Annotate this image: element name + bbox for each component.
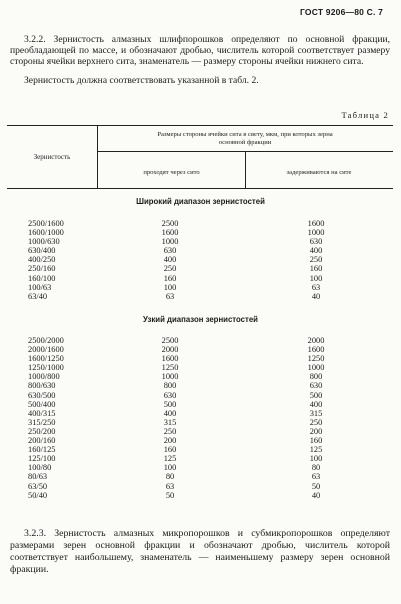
table-cell-grit: 100/80 <box>28 463 52 473</box>
table-cell-retained: 100 <box>309 273 323 283</box>
wide-grit-column <box>28 219 76 301</box>
table-cell-retained: 200 <box>309 426 323 436</box>
header-sieve-group: Размеры стороны ячейки сита в свету, мкм, при которых зерна основной фракции <box>157 131 333 146</box>
header-retained: задерживаются на сите <box>286 169 352 176</box>
table-cell-grit: 63/40 <box>28 291 48 301</box>
table-cell-passing: 160 <box>163 445 177 455</box>
table-cell-passing: 80 <box>165 472 175 482</box>
table-cell-retained: 500 <box>309 390 323 400</box>
table-cell-grit: 2500/2000 <box>28 336 64 345</box>
table-cell-grit: 1000/800 <box>28 372 60 382</box>
table-cell-passing: 100 <box>163 282 177 292</box>
table-cell-retained: 50 <box>311 481 321 491</box>
table-cell-retained: 63 <box>311 282 321 292</box>
header-subcol-rule <box>245 151 246 189</box>
table-cell-grit: 2000/1600 <box>28 345 64 355</box>
table-cell-passing: 2000 <box>161 345 179 355</box>
table-cell-passing: 400 <box>163 408 177 418</box>
narrow-passing-column <box>150 336 190 500</box>
paragraph-3-2-3: 3.2.3. Зернистость алмазных микропорошков и субмикропорошков определяют размерами зерен основной фракции и обозначают дробью, числитель которой соответствует наибольшему, знаменатель — наименьшему размеру зерен основной фракции. <box>10 528 390 575</box>
table-cell-retained: 1250 <box>307 354 325 364</box>
table-cell-passing: 630 <box>163 246 177 256</box>
table-cell-passing: 160 <box>163 273 177 283</box>
header-vertical-rule <box>97 125 98 189</box>
paragraph-3-2-2: 3.2.2. Зернистость алмазных шлифпорошков определяют по основной фракции, преобладающей по массе, и обозначают дробью, числитель которой соответствует размеру стороны ячейки верхнего сита, знаменатель — размеру стороны ячейки нижнего сита. <box>10 34 390 68</box>
section-title-narrow: Узкий диапазон зернистостей <box>143 315 258 324</box>
table-cell-grit: 100/63 <box>28 282 52 292</box>
table-cell-passing: 100 <box>163 463 177 473</box>
section-title-wide: Широкий диапазон зернистостей <box>136 197 265 206</box>
table-cell-grit: 400/250 <box>28 255 56 265</box>
table-cell-retained: 630 <box>309 381 323 391</box>
table-cell-retained: 80 <box>311 463 321 473</box>
table-cell-grit: 250/200 <box>28 426 56 436</box>
paragraph-compliance: Зернистость должна соответствовать указанной в табл. 2. <box>24 75 259 86</box>
table-cell-grit: 800/630 <box>28 381 56 391</box>
table-cell-grit: 1600/1250 <box>28 354 64 364</box>
table-cell-retained: 400 <box>309 246 323 256</box>
table-cell-passing: 1000 <box>161 237 179 247</box>
table-cell-passing: 400 <box>163 255 177 265</box>
table-cell-retained: 2000 <box>307 336 325 345</box>
narrow-grit-column <box>28 336 76 500</box>
table-cell-passing: 1600 <box>161 354 179 364</box>
table-top-rule <box>7 125 393 126</box>
table-cell-passing: 2500 <box>161 336 179 345</box>
table-cell-passing: 125 <box>163 454 177 464</box>
table-cell-retained: 125 <box>309 445 323 455</box>
table-cell-grit: 315/250 <box>28 417 56 427</box>
table-cell-passing: 250 <box>163 264 177 274</box>
table-cell-passing: 630 <box>163 390 177 400</box>
narrow-retained-column <box>296 336 336 500</box>
table-cell-passing: 200 <box>163 436 177 446</box>
table-cell-grit: 2500/1600 <box>28 219 64 228</box>
table-cell-passing: 250 <box>163 426 177 436</box>
table-cell-grit: 63/50 <box>28 481 48 491</box>
table-cell-retained: 63 <box>311 472 321 482</box>
table-label: Таблица 2 <box>341 110 389 120</box>
table-cell-grit: 1250/1000 <box>28 363 64 373</box>
table-cell-grit: 160/125 <box>28 445 56 455</box>
table-cell-retained: 400 <box>309 399 323 409</box>
table-cell-passing: 1600 <box>161 228 179 238</box>
table-cell-grit: 125/100 <box>28 454 56 464</box>
header-passing: проходят через сито <box>143 169 200 176</box>
table-cell-grit: 1000/630 <box>28 237 60 247</box>
table-cell-grit: 630/400 <box>28 246 56 256</box>
table-cell-passing: 50 <box>165 490 175 500</box>
table-cell-passing: 1250 <box>161 363 179 373</box>
table-cell-retained: 100 <box>309 454 323 464</box>
table-cell-passing: 800 <box>163 381 177 391</box>
table-cell-retained: 1000 <box>307 228 325 238</box>
standard-header: ГОСТ 9206—80 С. 7 <box>299 7 383 17</box>
table-cell-retained: 800 <box>309 372 323 382</box>
table-cell-retained: 250 <box>309 417 323 427</box>
table-cell-retained: 160 <box>309 436 323 446</box>
table-cell-retained: 1000 <box>307 363 325 373</box>
table-cell-passing: 63 <box>165 291 175 301</box>
table-cell-passing: 2500 <box>161 219 179 228</box>
table-cell-passing: 315 <box>163 417 177 427</box>
table-cell-grit: 250/160 <box>28 264 56 274</box>
table-cell-grit: 160/100 <box>28 273 56 283</box>
table-cell-grit: 400/315 <box>28 408 56 418</box>
table-cell-grit: 200/160 <box>28 436 56 446</box>
table-cell-grit: 500/400 <box>28 399 56 409</box>
table-cell-retained: 250 <box>309 255 323 265</box>
table-cell-grit: 50/40 <box>28 490 48 500</box>
table-cell-grit: 1600/1000 <box>28 228 64 238</box>
wide-passing-column <box>150 219 190 301</box>
table-cell-retained: 315 <box>309 408 323 418</box>
wide-retained-column <box>296 219 336 301</box>
table-cell-grit: 630/500 <box>28 390 56 400</box>
table-cell-grit: 80/63 <box>28 472 48 482</box>
table-cell-passing: 500 <box>163 399 177 409</box>
table-cell-retained: 40 <box>311 291 321 301</box>
header-grit: Зернистость <box>33 153 71 161</box>
table-cell-retained: 1600 <box>307 345 325 355</box>
table-cell-passing: 63 <box>165 481 175 491</box>
header-bottom-rule <box>7 188 393 189</box>
table-cell-retained: 160 <box>309 264 323 274</box>
table-cell-retained: 40 <box>311 490 321 500</box>
table-cell-retained: 630 <box>309 237 323 247</box>
table-cell-passing: 1000 <box>161 372 179 382</box>
table-cell-retained: 1600 <box>307 219 325 228</box>
